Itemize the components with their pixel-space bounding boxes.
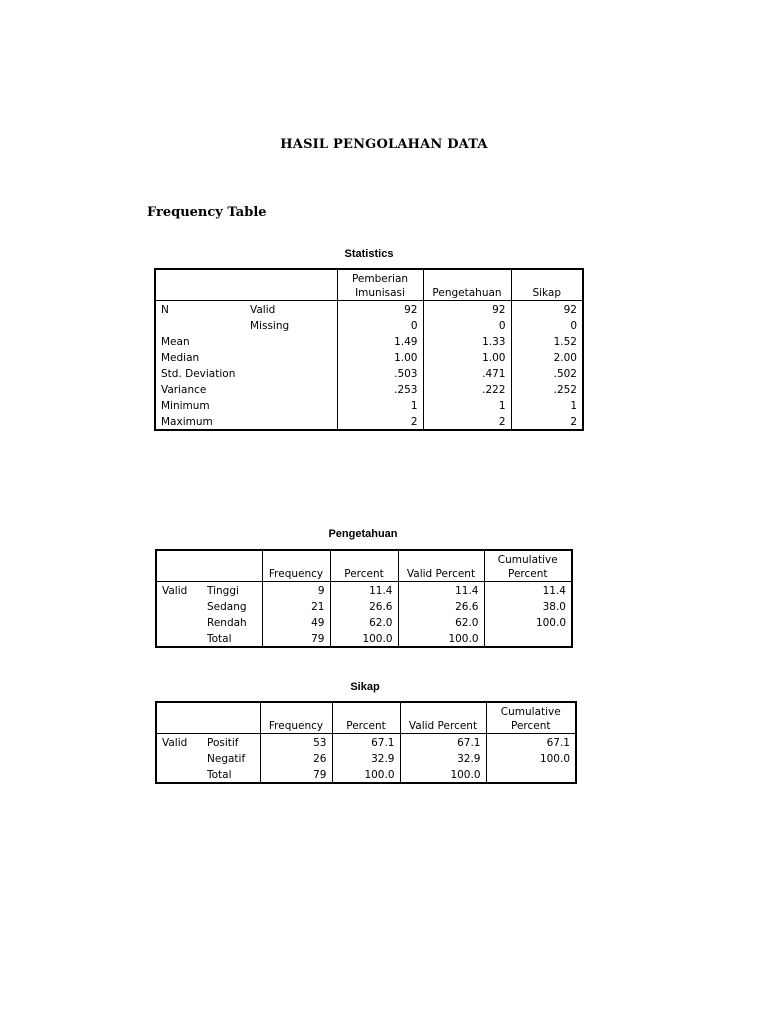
sikap-percent-cell: 100.0 <box>332 766 400 783</box>
pengetahuan-percent-cell: 100.0 <box>330 630 398 647</box>
statistics-row-group: Mean <box>161 336 190 348</box>
pengetahuan-header-row <box>156 550 572 582</box>
statistics-row <box>155 333 583 349</box>
sikap-row <box>156 750 576 766</box>
sikap-header-valid-percent: Valid Percent <box>400 702 486 734</box>
statistics-cell: .502 <box>511 365 583 381</box>
pengetahuan-row-label: Total <box>207 633 232 645</box>
statistics-cell: 2.00 <box>511 349 583 365</box>
statistics-row-group: Maximum <box>161 416 213 428</box>
statistics-row-group: Minimum <box>161 400 210 412</box>
pengetahuan-group-label: Valid <box>162 585 188 597</box>
statistics-cell: .222 <box>423 381 511 397</box>
statistics-cell: .252 <box>511 381 583 397</box>
pengetahuan-cumulative-cell <box>484 630 572 647</box>
statistics-cell: .503 <box>337 365 423 381</box>
pengetahuan-header-percent: Percent <box>330 550 398 582</box>
pengetahuan-row <box>156 598 572 614</box>
statistics-cell: 92 <box>423 301 511 318</box>
pengetahuan-frequency-cell: 9 <box>262 582 330 599</box>
statistics-row <box>155 381 583 397</box>
sikap-header-blank <box>156 702 260 734</box>
pengetahuan-header-frequency: Frequency <box>262 550 330 582</box>
sikap-row-label: Total <box>207 769 232 781</box>
statistics-header-col1 <box>337 269 423 301</box>
pengetahuan-caption: Pengetahuan <box>328 528 398 540</box>
sikap-table <box>155 701 577 784</box>
statistics-cell: .471 <box>423 365 511 381</box>
statistics-cell: 92 <box>337 301 423 318</box>
statistics-row <box>155 317 583 333</box>
statistics-cell: 0 <box>423 317 511 333</box>
pengetahuan-row <box>156 582 572 599</box>
statistics-header-row <box>155 269 583 301</box>
sikap-caption: Sikap <box>350 681 380 693</box>
pengetahuan-valid-percent-cell: 26.6 <box>398 598 484 614</box>
pengetahuan-header-blank <box>156 550 262 582</box>
pengetahuan-cumulative-cell: 11.4 <box>484 582 572 599</box>
sikap-valid-percent-cell: 100.0 <box>400 766 486 783</box>
statistics-row-group: Median <box>161 352 200 364</box>
pengetahuan-valid-percent-cell: 62.0 <box>398 614 484 630</box>
pengetahuan-frequency-cell: 79 <box>262 630 330 647</box>
statistics-cell: 1.00 <box>337 349 423 365</box>
statistics-cell: 1.00 <box>423 349 511 365</box>
statistics-row <box>155 413 583 430</box>
statistics-cell: 1 <box>337 397 423 413</box>
sikap-valid-percent-cell: 32.9 <box>400 750 486 766</box>
statistics-caption: Statistics <box>344 248 394 260</box>
sikap-cumulative-cell: 67.1 <box>486 734 576 751</box>
sikap-header-row <box>156 702 576 734</box>
statistics-row-group: Variance <box>161 384 207 396</box>
statistics-row-group: N <box>161 304 169 316</box>
statistics-header-col1-line2: Imunisasi <box>355 287 405 299</box>
sikap-row <box>156 766 576 783</box>
sikap-row-label: Negatif <box>207 753 246 765</box>
pengetahuan-row-label: Sedang <box>207 601 247 613</box>
statistics-header-col3: Sikap <box>511 269 583 301</box>
statistics-cell: 92 <box>511 301 583 318</box>
statistics-row <box>155 301 583 318</box>
sikap-frequency-cell: 53 <box>260 734 332 751</box>
section-title: Frequency Table <box>147 205 267 220</box>
statistics-cell: 1 <box>511 397 583 413</box>
pengetahuan-row <box>156 614 572 630</box>
sikap-group-label: Valid <box>162 737 188 749</box>
sikap-header-frequency: Frequency <box>260 702 332 734</box>
statistics-header-col2: Pengetahuan <box>423 269 511 301</box>
pengetahuan-percent-cell: 62.0 <box>330 614 398 630</box>
statistics-header-col1-line1: Pemberian <box>351 273 409 285</box>
sikap-body <box>156 734 576 784</box>
sikap-cumulative-cell: 100.0 <box>486 750 576 766</box>
sikap-frequency-cell: 79 <box>260 766 332 783</box>
pengetahuan-row-label: Tinggi <box>207 585 239 597</box>
pengetahuan-frequency-cell: 49 <box>262 614 330 630</box>
statistics-cell: 1.33 <box>423 333 511 349</box>
sikap-header-cumulative <box>486 702 576 734</box>
pengetahuan-header-cumulative-line2: Percent <box>507 568 548 580</box>
pengetahuan-valid-percent-cell: 100.0 <box>398 630 484 647</box>
sikap-cumulative-cell <box>486 766 576 783</box>
sikap-valid-percent-cell: 67.1 <box>400 734 486 751</box>
pengetahuan-header-valid-percent: Valid Percent <box>398 550 484 582</box>
statistics-cell: 2 <box>337 413 423 430</box>
statistics-cell: 0 <box>337 317 423 333</box>
statistics-row <box>155 397 583 413</box>
statistics-cell: 1 <box>423 397 511 413</box>
pengetahuan-cumulative-cell: 100.0 <box>484 614 572 630</box>
sikap-header-cumulative-line2: Percent <box>510 720 551 732</box>
pengetahuan-header-cumulative <box>484 550 572 582</box>
pengetahuan-percent-cell: 11.4 <box>330 582 398 599</box>
statistics-cell: 1.52 <box>511 333 583 349</box>
statistics-row <box>155 349 583 365</box>
statistics-row-group <box>155 317 245 333</box>
pengetahuan-valid-percent-cell: 11.4 <box>398 582 484 599</box>
pengetahuan-frequency-cell: 21 <box>262 598 330 614</box>
statistics-cell: 2 <box>511 413 583 430</box>
pengetahuan-cumulative-cell: 38.0 <box>484 598 572 614</box>
sikap-header-cumulative-line1: Cumulative <box>500 706 561 718</box>
statistics-table <box>154 268 584 431</box>
sikap-row-label: Positif <box>207 737 239 749</box>
statistics-cell: 2 <box>423 413 511 430</box>
pengetahuan-row <box>156 630 572 647</box>
pengetahuan-body <box>156 582 572 648</box>
document-title: HASIL PENGOLAHAN DATA <box>280 137 488 152</box>
statistics-body <box>155 301 583 431</box>
statistics-row <box>155 365 583 381</box>
statistics-row-label: Valid <box>250 304 276 316</box>
pengetahuan-row-label: Rendah <box>207 617 247 629</box>
sikap-percent-cell: 67.1 <box>332 734 400 751</box>
sikap-header-percent: Percent <box>332 702 400 734</box>
statistics-header-blank <box>155 269 337 301</box>
statistics-cell: .253 <box>337 381 423 397</box>
statistics-row-group: Std. Deviation <box>161 368 236 380</box>
pengetahuan-table <box>155 549 573 648</box>
statistics-cell: 1.49 <box>337 333 423 349</box>
statistics-cell: 0 <box>511 317 583 333</box>
sikap-percent-cell: 32.9 <box>332 750 400 766</box>
pengetahuan-percent-cell: 26.6 <box>330 598 398 614</box>
pengetahuan-header-cumulative-line1: Cumulative <box>497 554 558 566</box>
sikap-row <box>156 734 576 751</box>
sikap-frequency-cell: 26 <box>260 750 332 766</box>
statistics-row-label: Missing <box>250 320 290 332</box>
